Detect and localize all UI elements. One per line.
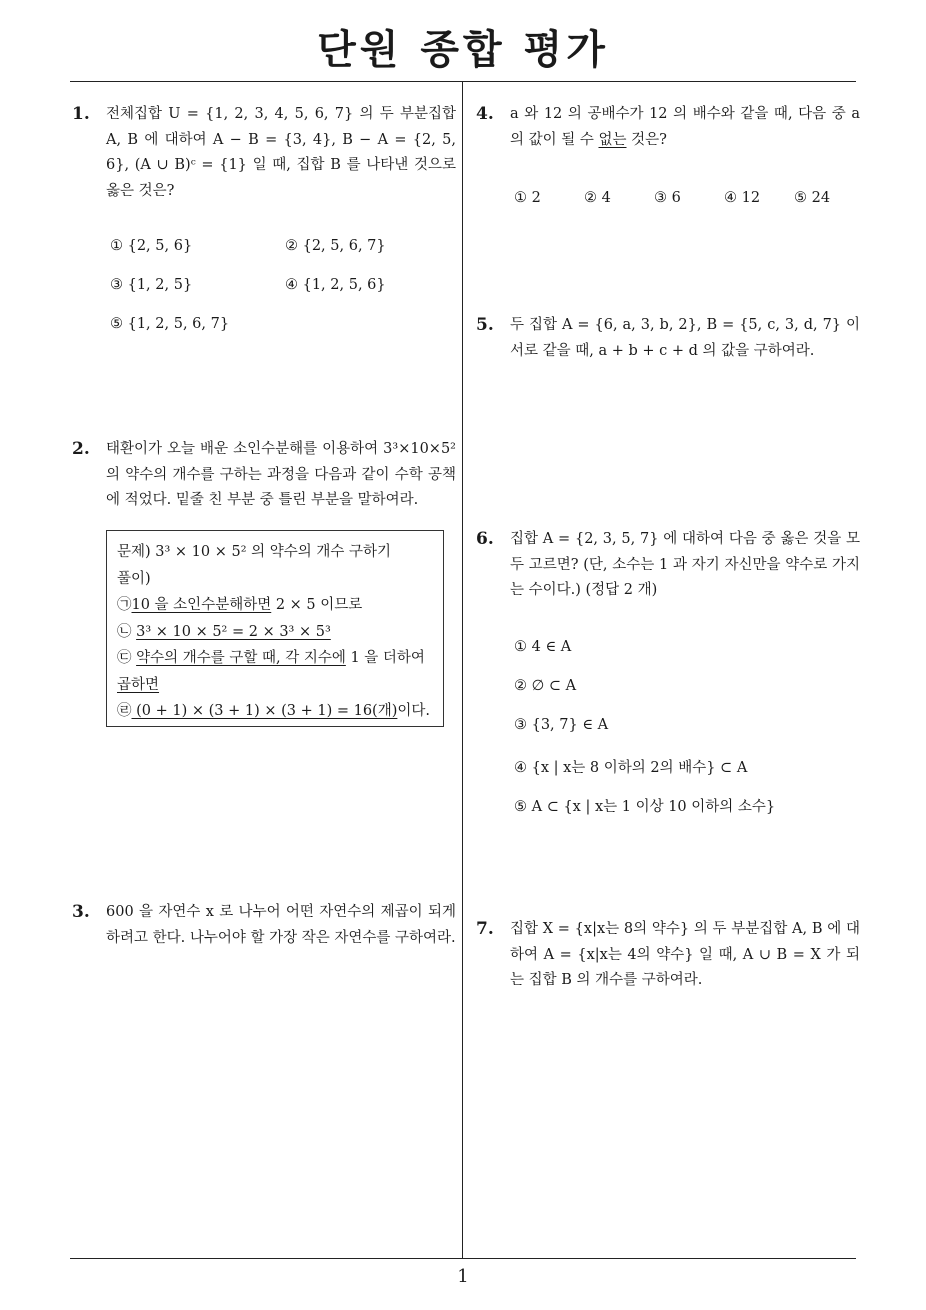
box-solution-label: 풀이) <box>117 570 151 587</box>
box-step-3 <box>117 645 433 672</box>
question-6-option-2[interactable]: ② ∅ ⊂ A <box>514 678 577 694</box>
question-4-option-1[interactable]: ① 2 <box>514 190 541 206</box>
question-1-option-3[interactable]: ③ {1, 2, 5} <box>110 277 193 293</box>
step-4-rest: 이다. <box>397 703 431 719</box>
page-number: 1 <box>457 1266 469 1287</box>
box-step-1 <box>117 592 433 619</box>
question-4-underlined: 없는 <box>598 131 627 148</box>
box-problem-line: 문제) 3³ × 10 × 5² 의 약수의 개수 구하기 <box>117 544 392 560</box>
question-6-option-4[interactable]: ④ {x | x는 8 이하의 2의 배수} ⊂ A <box>514 760 748 776</box>
question-2-text: 태환이가 오늘 배운 소인수분해를 이용하여 3³×10×5² 의 약수의 개수를 구하는 과정을 다음과 같이 수학 공책에 적었다. 밑줄 친 부분 중 틀린 부분을 말하여라. <box>106 441 456 508</box>
step-3-mark: ㉢ <box>117 650 132 666</box>
box-step-3-cont <box>117 672 433 699</box>
question-1-option-5[interactable]: ⑤ {1, 2, 5, 6, 7} <box>110 316 230 332</box>
step-3-cont-underlined: 곱하면 <box>117 676 160 693</box>
question-6-option-5[interactable]: ⑤ A ⊂ {x | x는 1 이상 10 이하의 소수} <box>514 799 776 815</box>
step-3-rest: 1 을 더하여 <box>345 650 425 666</box>
box-step-4 <box>117 698 433 725</box>
top-rule <box>70 81 856 82</box>
question-1-number: 1. <box>72 104 90 124</box>
question-4-option-3[interactable]: ③ 6 <box>654 190 681 206</box>
step-2-underlined: 3³ × 10 × 5² = 2 × 3³ × 5³ <box>136 623 331 640</box>
step-1-rest: 2 × 5 이므로 <box>271 597 363 613</box>
step-4-mark: ㉣ <box>117 703 132 719</box>
question-5-text: 두 집합 A = {6, a, 3, b, 2}, B = {5, c, 3, d, 7} 이 서로 같을 때, a + b + c + d 의 값을 구하여라. <box>510 317 860 359</box>
question-3-number: 3. <box>72 902 90 922</box>
question-1-text: 전체집합 U = {1, 2, 3, 4, 5, 6, 7} 의 두 부분집합 A, B 에 대하여 A − B = {3, 4}, B − A = {2, 5, 6}, (A ∪ B)ᶜ = {1} 일 때, 집합 B 를 나타낸 것으로 옳은 것은? <box>106 106 456 199</box>
solution-box <box>106 530 444 727</box>
question-4-text-before: a 와 12 의 공배수가 12 의 배수와 같을 때, 다음 중 a 의 값이 될 수 <box>510 106 860 148</box>
question-1-option-2[interactable]: ② {2, 5, 6, 7} <box>285 238 386 254</box>
question-4-option-4[interactable]: ④ 12 <box>724 190 761 206</box>
question-6-option-3[interactable]: ③ {3, 7} ∈ A <box>514 717 609 733</box>
question-6-number: 6. <box>476 529 494 549</box>
question-6-option-1[interactable]: ① 4 ∈ A <box>514 639 572 655</box>
bottom-rule <box>70 1258 856 1259</box>
box-step-2 <box>117 619 433 646</box>
step-1-mark: ㉠ <box>117 597 132 613</box>
page-title: 단원 종합 평가 <box>317 27 609 73</box>
question-4-text <box>510 102 860 153</box>
step-4-underlined: (0 + 1) × (3 + 1) × (3 + 1) = 16(개) <box>131 703 398 719</box>
question-1-option-4[interactable]: ④ {1, 2, 5, 6} <box>285 277 386 293</box>
question-7-number: 7. <box>476 919 494 939</box>
question-7-text: 집합 X = {x|x는 8의 약수} 의 두 부분집합 A, B 에 대하여 A = {x|x는 4의 약수} 일 때, A ∪ B = X 가 되는 집합 B 의 개수를 구하여라. <box>510 921 860 988</box>
question-1-option-1[interactable]: ① {2, 5, 6} <box>110 238 193 254</box>
step-3-underlined: 약수의 개수를 구할 때, 각 지수에 <box>136 650 346 666</box>
column-divider <box>462 82 463 1258</box>
step-1-underlined: 10 을 소인수분해하면 <box>131 597 272 613</box>
question-5-number: 5. <box>476 315 494 335</box>
question-4-text-after: 것은? <box>626 131 667 148</box>
step-2-mark: ㉡ <box>117 623 132 640</box>
question-2-number: 2. <box>72 439 90 459</box>
question-6-text: 집합 A = {2, 3, 5, 7} 에 대하여 다음 중 옳은 것을 모두 고르면? (단, 소수는 1 과 자기 자신만을 약수로 가지는 수이다.) (정답 2 개) <box>510 531 860 598</box>
question-4-option-5[interactable]: ⑤ 24 <box>794 190 831 206</box>
question-4-number: 4. <box>476 104 494 124</box>
question-3-text: 600 을 자연수 x 로 나누어 어떤 자연수의 제곱이 되게 하려고 한다. 나누어야 할 가장 작은 자연수를 구하여라. <box>106 904 456 946</box>
question-4-option-2[interactable]: ② 4 <box>584 190 611 206</box>
